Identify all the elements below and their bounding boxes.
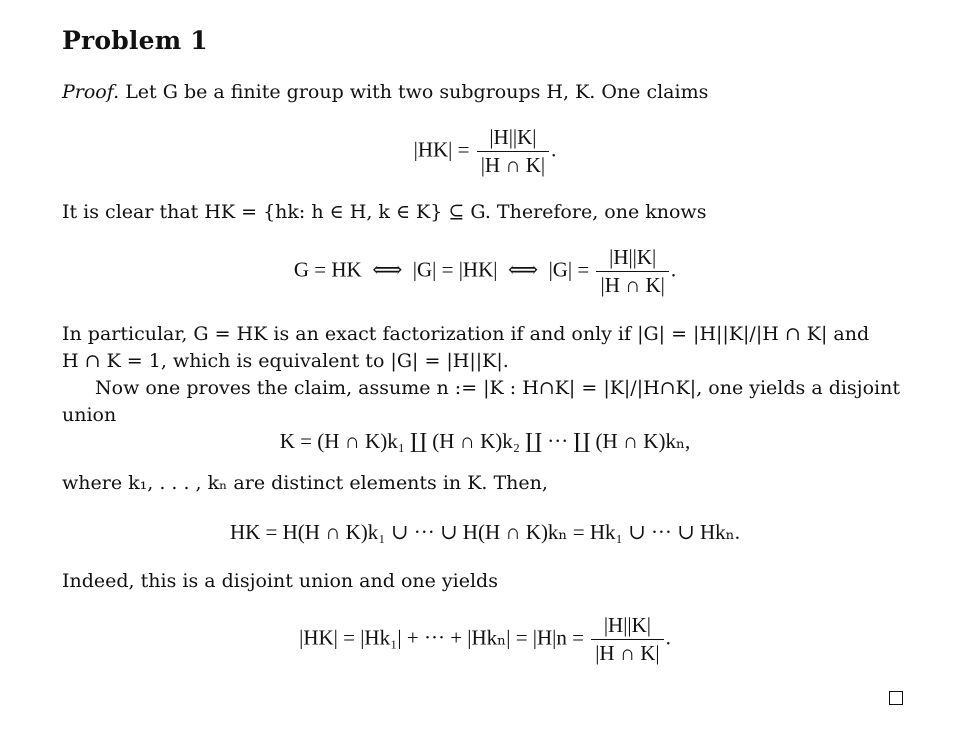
- claim-line-2: union: [62, 404, 117, 426]
- equation-hk-order: [62, 124, 908, 179]
- particular-line-1: In particular, G = HK is an exact factorization if and only if |G| = |H||K|/|H ∩ K| and: [62, 323, 870, 345]
- proof-label: Proof.: [62, 81, 120, 103]
- eq2-fraction: [596, 244, 668, 299]
- eq2-denominator: |H ∩ K|: [600, 273, 665, 297]
- eq1-lhs: |HK| =: [413, 137, 470, 162]
- eq1-numerator: |H||K|: [477, 124, 549, 152]
- eq2-numerator: |H||K|: [596, 244, 668, 272]
- proof-intro-text: Let G be a finite group with two subgroups H, K. One claims: [125, 81, 709, 103]
- eq5-lhs: |HK| = |Hk₁| + ··· + |Hkₙ| = |H|n =: [299, 625, 584, 650]
- particular-line-2: H ∩ K = 1, which is equivalent to |G| = |H||K|.: [62, 350, 509, 372]
- proof-intro-paragraph: [62, 79, 908, 106]
- eq2-lhs: G = HK ⟺ |G| = |HK| ⟺ |G| =: [293, 257, 590, 282]
- indeed-line: Indeed, this is a disjoint union and one yields: [62, 570, 498, 592]
- eq1-fraction: [477, 124, 549, 179]
- eq5-numerator: |H||K|: [591, 612, 663, 640]
- claim-paragraph: [62, 375, 908, 429]
- claim-line-1: Now one proves the claim, assume n := |K : H∩K| = |K|/|H∩K|, one yields a disjoint: [95, 377, 900, 399]
- eq2-tail: .: [670, 257, 677, 282]
- equation-hk-union: HK = H(H ∩ K)k₁ ∪ ··· ∪ H(H ∩ K)kₙ = Hk₁ ∪ ··· ∪ Hkₙ.: [229, 520, 741, 544]
- qed-square-icon: [889, 691, 903, 705]
- eq5-tail: .: [665, 625, 671, 650]
- problem-heading: Problem 1: [62, 26, 208, 55]
- eq1-tail: .: [551, 137, 557, 162]
- eq1-denominator: |H ∩ K|: [480, 153, 546, 177]
- particular-paragraph: [62, 321, 908, 375]
- equation-equivalences: [62, 244, 908, 299]
- clear-line: It is clear that HK = {hk: h ∈ H, k ∈ K} ⊆ G. Therefore, one knows: [62, 201, 707, 223]
- eq5-denominator: |H ∩ K|: [595, 641, 660, 665]
- where-line: where k₁, . . . , kₙ are distinct elements in K. Then,: [62, 472, 548, 494]
- equation-hk-count: [62, 612, 908, 667]
- eq5-fraction: [591, 612, 663, 667]
- equation-disjoint-union: K = (H ∩ K)k₁ ∐ (H ∩ K)k₂ ∐ ··· ∐ (H ∩ K)kₙ,: [279, 429, 691, 453]
